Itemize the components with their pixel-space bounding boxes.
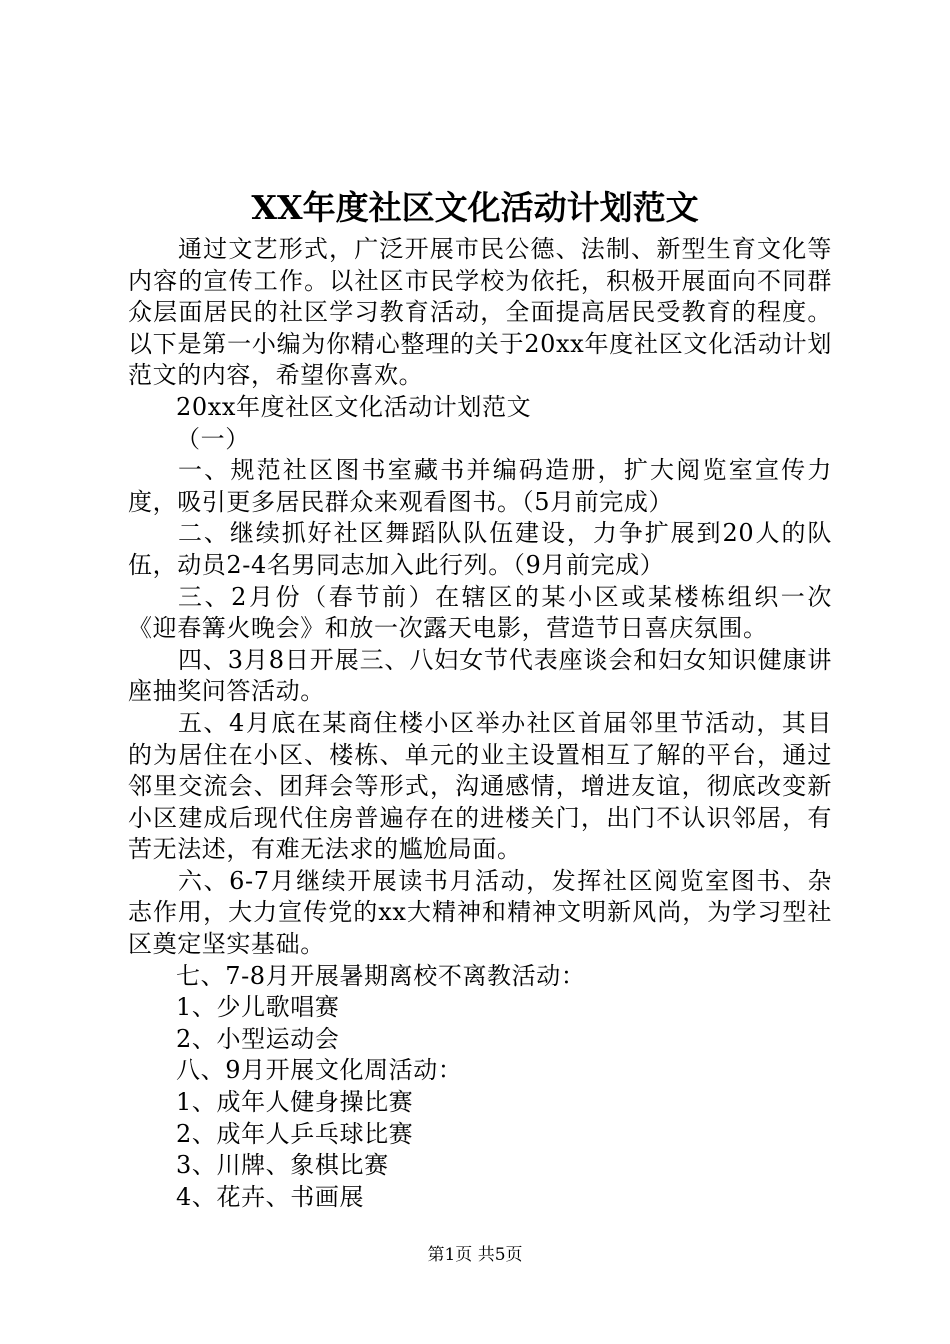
paragraph-item-7: 七、7-8月开展暑期离校不离教活动： (176, 961, 586, 990)
paragraph-item-4: 四、3月8日开展三、八妇女节代表座谈会和妇女知识健康讲座抽奖问答活动。 (128, 645, 832, 706)
list-item: 3、川牌、象棋比赛 (176, 1151, 389, 1180)
paragraph-item-3: 三、2月份（春节前）在辖区的某小区或某楼栋组织一次《迎春篝火晚会》和放一次露天电影，营造节日喜庆氛围。 (128, 582, 832, 643)
list-item: 1、少儿歌唱赛 (176, 993, 340, 1022)
paragraph-item-8: 八、9月开展文化周活动： (176, 1056, 463, 1085)
document-body (128, 234, 832, 1213)
list-item: 1、成年人健身操比赛 (176, 1088, 414, 1117)
list-item: 4、花卉、书画展 (176, 1182, 365, 1211)
paragraph-item-1: 一、规范社区图书室藏书并编码造册，扩大阅览室宣传力度，吸引更多居民群众来观看图书。（5月前完成） (128, 456, 832, 516)
paragraph-section-marker: （一） (176, 424, 250, 453)
page-footer: 第1页 共5页 (427, 1245, 523, 1265)
paragraph-subtitle: 20xx年度社区文化活动计划范文 (176, 392, 532, 421)
document-title: XX年度社区文化活动计划范文 (251, 188, 699, 227)
paragraph-item-6: 六、6-7月继续开展读书月活动，发挥社区阅览室图书、杂志作用，大力宣传党的xx大精神和精神文明新风尚，为学习型社区奠定坚实基础。 (128, 866, 832, 959)
paragraph-item-2: 二、继续抓好社区舞蹈队队伍建设，力争扩展到20人的队伍，动员2-4名男同志加入此行列。（9月前完成） (128, 519, 832, 579)
list-item: 2、成年人乒乓球比赛 (176, 1119, 414, 1148)
paragraph-intro: 通过文艺形式，广泛开展市民公德、法制、新型生育文化等内容的宣传工作。以社区市民学校为依托，积极开展面向不同群众层面居民的社区学习教育活动，全面提高居民受教育的程度。以下是第一小编为你精心整理的关于20xx年度社区文化活动计划范文的内容，希望你喜欢。 (128, 235, 832, 390)
paragraph-item-5: 五、4月底在某商住楼小区举办社区首届邻里节活动，其目的为居住在小区、楼栋、单元的业主设置相互了解的平台，通过邻里交流会、团拜会等形式，沟通感情，增进友谊，彻底改变新小区建成后现代住房普遍存在的进楼关门，出门不认识邻居，有苦无法述，有难无法求的尴尬局面。 (128, 708, 832, 864)
list-item: 2、小型运动会 (176, 1024, 340, 1053)
